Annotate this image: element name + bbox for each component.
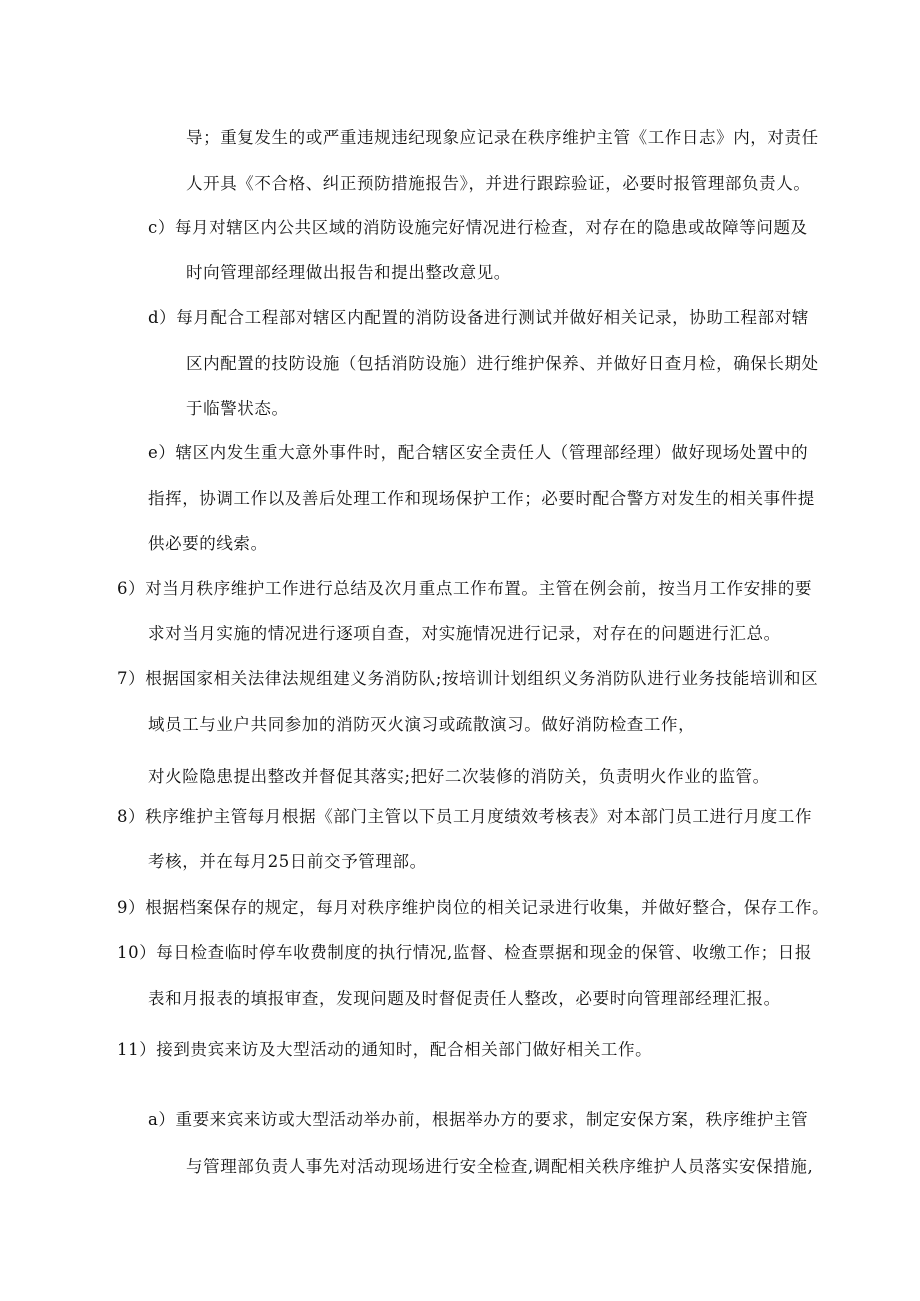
text-line: 表和月报表的填报审查，发现问题及时督促责任人整改，必要时向管理部经理汇报。	[148, 989, 781, 1008]
text-line: 9）根据档案保存的规定，每月对秩序维护岗位的相关记录进行收集，并做好整合，保存工作。	[117, 898, 830, 917]
text-line: 导；重复发生的或严重违规违纪现象应记录在秩序维护主管《工作日志》内，对责任	[186, 128, 819, 147]
text-line: 7）根据国家相关法律法规组建义务消防队;按培训计划组织义务消防队进行业务技能培训和区	[117, 669, 819, 688]
text-line: d）每月配合工程部对辖区内配置的消防设备进行测试并做好相关记录，协助工程部对辖	[148, 308, 809, 327]
text-line: 与管理部负责人事先对活动现场进行安全检查,调配相关秩序维护人员落实安保措施,	[186, 1157, 814, 1176]
text-line: 域员工与业户共同参加的消防灭火演习或疏散演习。做好消防检查工作，	[148, 715, 696, 734]
text-line: 对火险隐患提出整改并督促其落实;把好二次装修的消防关，负责明火作业的监管。	[148, 767, 770, 786]
text-line: e）辖区内发生重大意外事件时，配合辖区安全责任人（管理部经理）做好现场处置中的	[148, 443, 809, 462]
text-line: 10）每日检查临时停车收费制度的执行情况,监督、检查票据和现金的保管、收缴工作；日报	[117, 943, 812, 962]
text-line: 8）秩序维护主管每月根据《部门主管以下员工月度绩效考核表》对本部门员工进行月度工作	[117, 807, 813, 826]
text-line: 区内配置的技防设施（包括消防设施）进行维护保养、并做好日查月检，确保长期处	[186, 354, 819, 373]
text-line: c）每月对辖区内公共区域的消防设施完好情况进行检查，对存在的隐患或故障等问题及	[148, 218, 808, 237]
text-line: 人开具《不合格、纠正预防措施报告》，并进行跟踪验证，必要时报管理部负责人。	[186, 174, 811, 193]
text-line: 于临警状态。	[186, 399, 289, 418]
text-line: 供必要的线索。	[148, 534, 268, 553]
text-line: 指挥，协调工作以及善后处理工作和现场保护工作；必要时配合警方对发生的相关事件提	[148, 489, 815, 508]
text-line: a）重要来宾来访或大型活动举办前，根据举办方的要求，制定安保方案，秩序维护主管	[148, 1110, 809, 1129]
text-line: 时向管理部经理做出报告和提出整改意见。	[186, 263, 511, 282]
text-line: 求对当月实施的情况进行逐项自查，对实施情况进行记录，对存在的问题进行汇总。	[148, 624, 781, 643]
text-line: 6）对当月秩序维护工作进行总结及次月重点工作布置。主管在例会前，按当月工作安排的要	[117, 579, 813, 598]
text-line: 11）接到贵宾来访及大型活动的通知时，配合相关部门做好相关工作。	[117, 1040, 653, 1059]
text-line: 考核，并在每月25日前交予管理部。	[148, 852, 427, 871]
